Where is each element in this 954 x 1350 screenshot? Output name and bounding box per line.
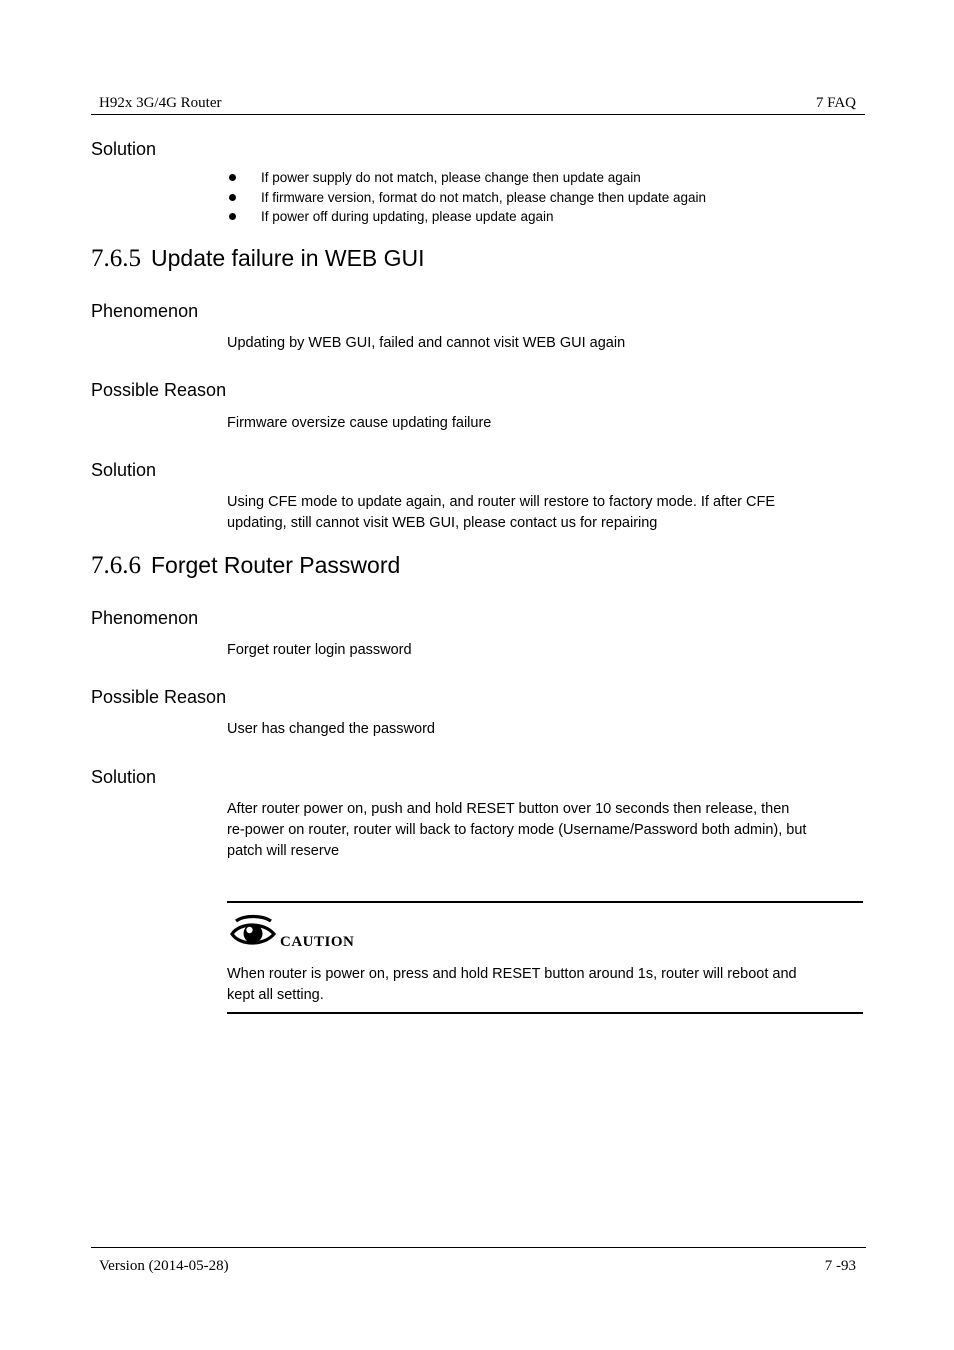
possible-reason-heading: Possible Reason <box>91 687 227 707</box>
page-number: 7 -93 <box>824 1258 856 1274</box>
header-rule <box>91 114 865 115</box>
solution-text <box>227 492 857 534</box>
caution-top-rule <box>227 901 863 903</box>
solution-text <box>227 799 862 862</box>
header-title: H92x 3G/4G Router <box>99 95 222 111</box>
possible-reason-text: User has changed the password <box>227 721 435 737</box>
footer-rule <box>91 1247 866 1248</box>
solution-heading: Solution <box>91 767 157 787</box>
list-item: If power supply do not match, please change then update again <box>227 168 847 188</box>
caution-label: CAUTION <box>280 934 355 950</box>
footer-version: Version (2014-05-28) <box>99 1258 229 1274</box>
caution-bottom-rule <box>227 1012 863 1014</box>
phenomenon-text: Updating by WEB GUI, failed and cannot visit WEB GUI again <box>227 335 626 351</box>
text-line: re-power on router, router will back to factory mode (Username/Password both admin), but <box>227 822 807 838</box>
section-765-heading <box>91 245 425 273</box>
header-chapter: 7 FAQ <box>815 95 856 111</box>
text-line: patch will reserve <box>227 843 340 859</box>
text-line: kept all setting. <box>227 987 324 1003</box>
text-line: updating, still cannot visit WEB GUI, please contact us for repairing <box>227 515 658 531</box>
section-title: Forget Router Password <box>151 552 401 578</box>
phenomenon-heading: Phenomenon <box>91 608 199 628</box>
text-line: When router is power on, press and hold RESET button around 1s, router will reboot and <box>227 966 797 982</box>
caution-text <box>227 964 863 1006</box>
solution-heading: Solution <box>91 139 157 159</box>
solution-heading: Solution <box>91 460 157 480</box>
eye-icon <box>228 913 278 953</box>
list-item: If power off during updating, please update again <box>227 207 847 227</box>
list-item: If firmware version, format do not match, please change then update again <box>227 188 847 208</box>
phenomenon-text: Forget router login password <box>227 642 412 658</box>
text-line: Using CFE mode to update again, and router will restore to factory mode. If after CFE <box>227 494 776 510</box>
section-number: 7.6.6 <box>91 552 141 579</box>
possible-reason-text: Firmware oversize cause updating failure <box>227 415 492 431</box>
possible-reason-heading: Possible Reason <box>91 380 227 400</box>
text-line: After router power on, push and hold RESET button over 10 seconds then release, then <box>227 801 790 817</box>
solution-bullet-list <box>227 168 847 227</box>
section-title: Update failure in WEB GUI <box>151 245 425 271</box>
section-766-heading <box>91 552 400 580</box>
phenomenon-heading: Phenomenon <box>91 301 199 321</box>
section-number: 7.6.5 <box>91 245 141 272</box>
